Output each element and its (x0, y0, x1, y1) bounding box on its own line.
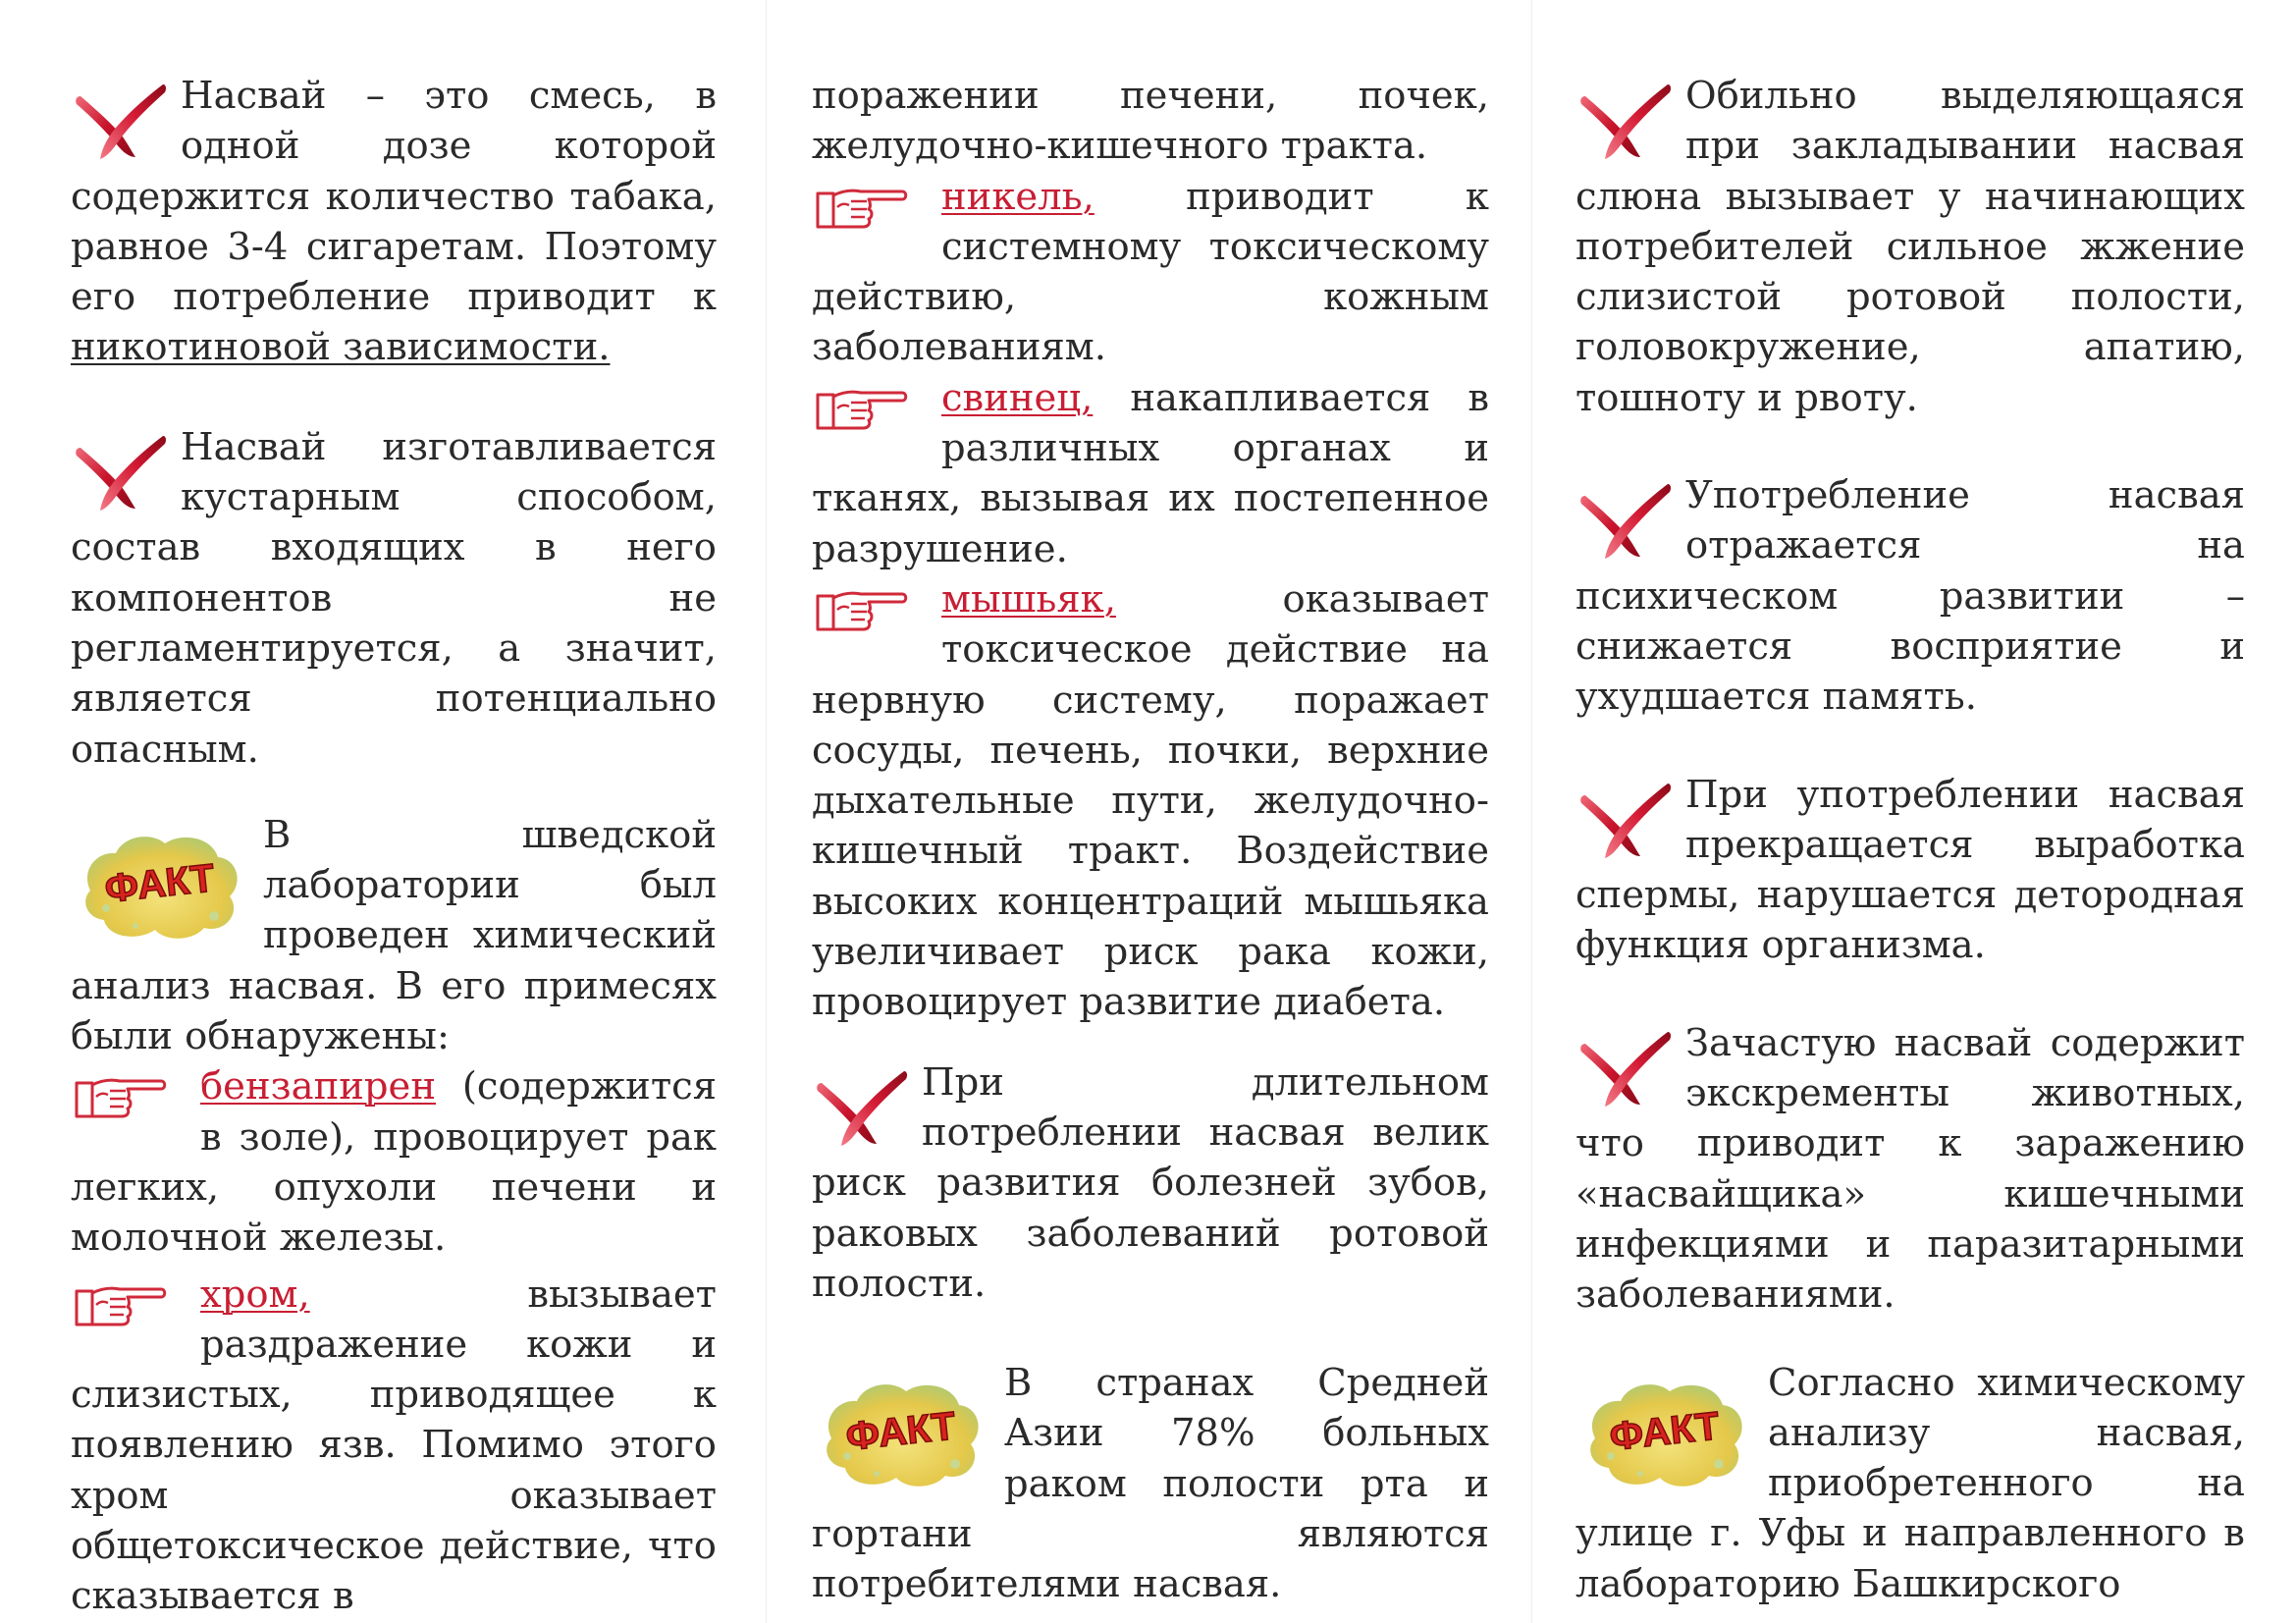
pointing-hand-icon (812, 182, 910, 237)
red-cross-icon (71, 79, 167, 161)
paragraph-text: поражении печени, почек, желудочно-кишечного тракта. (812, 74, 1489, 169)
fact-badge-icon (77, 828, 243, 944)
red-cross-icon (1575, 1026, 1672, 1109)
paragraph-text: В шведской лаборатории был проведен химический анализ насвая. В его примесях были обнаружены: (71, 812, 717, 1059)
pointing-hand-icon (71, 1071, 169, 1126)
column-right (1575, 71, 2245, 1609)
paragraph-long-term (812, 1057, 1489, 1309)
paragraph-psychic (1575, 470, 2245, 722)
paragraph-saliva (1575, 71, 2245, 423)
item-text: приводит к системному токсическому действию, кожным заболеваниям. (812, 174, 1489, 370)
term-link: бензапирен (200, 1064, 436, 1109)
red-cross-icon (71, 430, 167, 513)
paragraph-text: В странах Средней Азии 78% больных раком полости рта и гортани являются потребителями насвая. (812, 1361, 1489, 1607)
red-cross-icon (1575, 79, 1672, 161)
paragraph-ufa-analysis (1575, 1358, 2245, 1609)
paragraph-nasvay-definition (71, 71, 717, 373)
underlined-term: никотиновой зависимости. (71, 325, 611, 370)
item-arsenic (812, 574, 1489, 1028)
fold-line-right (1531, 0, 1532, 1623)
paragraph-text: Согласно химическому анализу насвая, приобретенного на улице г. Уфы и направленного в лабораторию Башкирского (1575, 1360, 2245, 1606)
paragraph-infections (1575, 1018, 2245, 1321)
paragraph-manufacture (71, 422, 717, 775)
item-benzapiren (71, 1061, 717, 1263)
paragraph-reproductive (1575, 770, 2245, 971)
paragraph-swedish-lab (71, 810, 717, 1061)
item-nickel (812, 172, 1489, 373)
paragraph-continuation (812, 71, 1489, 172)
red-cross-icon (1575, 778, 1672, 860)
paragraph-text: Насвай изготавливается кустарным способом, состав входящих в него компонентов не регламентируется, а значит, является потенциально опасным. (71, 424, 717, 772)
term-link: свинец, (941, 375, 1094, 420)
item-chrom (71, 1270, 717, 1622)
paragraph-text: Обильно выделяющаяся при закладывании насвая слюна вызывает у начинающих потребителей сильное жжение слизистой ротовой полости, головокружение, апатию, тошноту и рвоту. (1575, 74, 2245, 420)
red-cross-icon (1575, 478, 1672, 561)
paragraph-text: При длительном потреблении насвая велик риск развития болезней зубов, раковых заболеваний ротовой полости. (812, 1059, 1489, 1306)
column-left (71, 71, 717, 1622)
fact-badge-icon (818, 1376, 985, 1491)
paragraph-text: Зачастую насвай содержит экскременты животных, что приводит к заражению «насвайщика» кишечными инфекциями и паразитарными заболеваниями. (1575, 1020, 2245, 1318)
fold-line-left (766, 0, 767, 1623)
item-text: накапливается в различных органах и тканях, вызывая их постепенное разрушение. (812, 375, 1489, 571)
item-svinets (812, 373, 1489, 574)
term-link: мышьяк, (941, 576, 1116, 622)
pointing-hand-icon (71, 1279, 169, 1334)
item-text: вызывает раздражение кожи и слизистых, приводящее к появлению язв. Помимо этого хром оказывает общетоксическое действие, что сказывается в (71, 1271, 717, 1619)
item-text: (содержится в золе), провоцирует рак легких, опухоли печени и молочной железы. (71, 1064, 717, 1261)
pointing-hand-icon (812, 584, 910, 639)
column-middle (812, 71, 1489, 1610)
red-cross-icon (812, 1065, 908, 1148)
term-link: хром, (200, 1271, 310, 1317)
paragraph-central-asia (812, 1358, 1489, 1609)
term-link: никель, (941, 174, 1095, 219)
paragraph-text: При употреблении насвая прекращается выработка спермы, нарушается детородная функция организма. (1575, 772, 2245, 968)
pointing-hand-icon (812, 383, 910, 438)
paragraph-text: Употребление насвая отражается на психическом развитии – снижается восприятие и ухудшается память. (1575, 473, 2245, 720)
fact-badge-icon (1581, 1376, 1748, 1491)
item-text: оказывает токсическое действие на нервную систему, поражает сосуды, печень, почки, верхние дыхательные пути, желудочно-кишечный тракт. Воздействие высоких концентраций мышьяка увеличивает риск рака кожи, провоцирует развитие диабета. (812, 576, 1489, 1025)
paragraph-text: Насвай – это смесь, в одной дозе которой содержится количество табака, равное 3-4 сигаретам. Поэтому его потребление приводит к (71, 74, 717, 320)
